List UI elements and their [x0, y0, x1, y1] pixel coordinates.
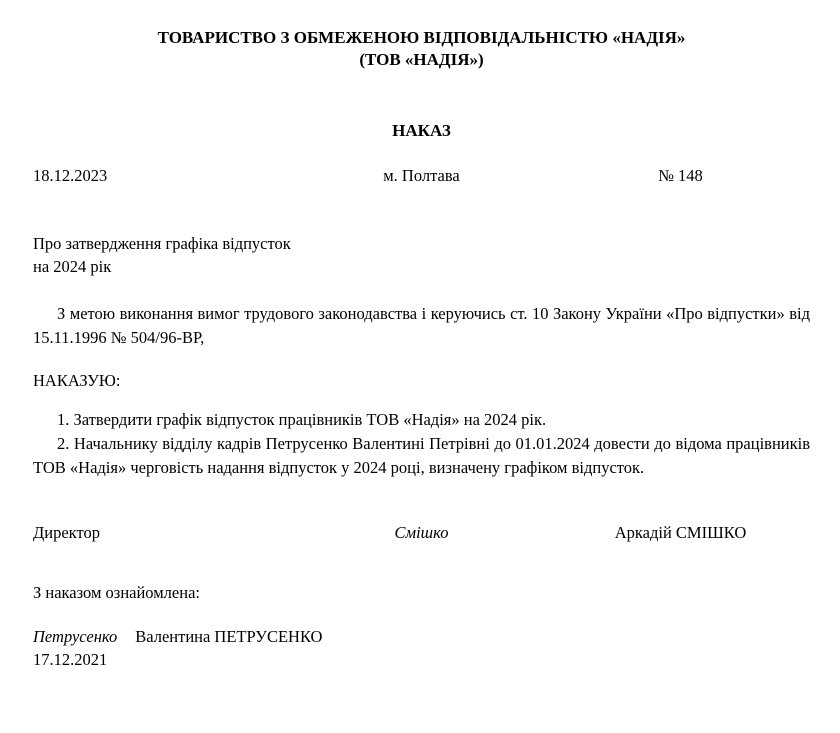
ack-handwritten-signature: Петрусенко [33, 627, 118, 646]
acknowledgment-row [33, 625, 810, 648]
company-name-short: (ТОВ «НАДІЯ») [359, 50, 484, 69]
director-signature-row [33, 521, 810, 544]
order-meta-row [33, 165, 810, 187]
director-full-name: Аркадій СМІШКО [614, 523, 747, 542]
order-item-1: 1. Затвердити графік відпусток працівників ТОВ «Надія» на 2024 рік. [57, 410, 547, 429]
document-type-title: НАКАЗ [392, 121, 451, 140]
company-header [33, 27, 810, 71]
signer-position: Директор [33, 523, 100, 542]
preamble-paragraph: З метою виконання вимог трудового законодавства і керуючись ст. 10 Закону України «Про відпустки» від 15.11.1996 № 504/96-ВР, [33, 304, 810, 347]
order-items [33, 408, 810, 480]
subject-line-2: на 2024 рік [33, 257, 112, 276]
order-date: 18.12.2023 [33, 166, 108, 185]
subject-line-1: Про затвердження графіка відпусток [33, 234, 291, 253]
director-handwritten-signature: Смішко [394, 523, 449, 542]
order-city: м. Полтава [383, 166, 460, 185]
order-item-2: 2. Начальнику відділу кадрів Петрусенко Валентині Петрівні до 01.01.2024 довести до відома працівників ТОВ «Надія» черговість надання відпусток у 2024 році, визначену графіком відпусток. [33, 434, 810, 477]
order-subject [33, 232, 810, 278]
acknowledgment-date: 17.12.2021 [33, 650, 108, 669]
company-name-full: ТОВАРИСТВО З ОБМЕЖЕНОЮ ВІДПОВІДАЛЬНІСТЮ «НАДІЯ» [157, 28, 686, 47]
order-number: № 148 [658, 166, 703, 185]
acknowledgment-label: З наказом ознайомлена: [33, 583, 200, 602]
resolution-word: НАКАЗУЮ: [33, 371, 121, 390]
ack-full-name: Валентина ПЕТРУСЕНКО [135, 627, 323, 646]
